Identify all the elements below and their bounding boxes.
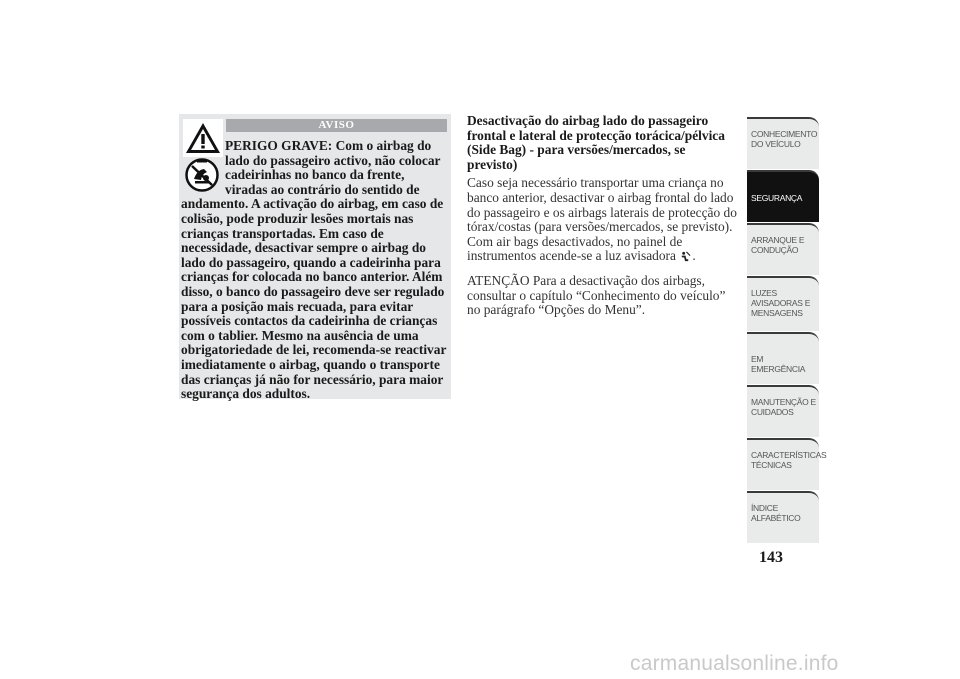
tab-luzes[interactable]: LUZES AVISADORAS E MENSAGENS	[747, 276, 819, 331]
tab-emergencia[interactable]: EM EMERGÊNCIA	[747, 332, 819, 384]
tab-manutencao[interactable]: MANUTENÇÃO E CUIDADOS	[747, 385, 819, 437]
paragraph-attention: ATENÇÃO Para a desactivação dos airbags, consultar o capítulo “Conhecimento do veículo” no parágrafo “Opções do Menu”.	[467, 272, 726, 318]
tab-seguranca[interactable]: SEGURANÇA	[747, 170, 819, 222]
tab-arranque[interactable]: ARRANQUE E CONDUÇÃO	[747, 223, 819, 275]
chapter-tabs	[747, 117, 827, 544]
section-heading: Desactivação do airbag lado do passageiro frontal e lateral de protecção torácica/pélvica (Side Bag) - para versões/mercados, se previsto)	[467, 113, 725, 172]
paragraph-deactivation: Caso seja necessário transportar uma criança no banco anterior, desactivar o airbag frontal do lado do passageiro e os airbags laterais de protecção do tórax/costas (para versões/mercados, se previsto). Com air bags desactivados, no painel de instrumentos acende-se a luz avisadora .	[467, 175, 737, 264]
watermark: carmanualsonline.info	[630, 652, 839, 675]
tab-conhecimento[interactable]: CONHECIMENTO DO VEÍCULO	[747, 117, 819, 169]
page-number: 143	[759, 549, 783, 566]
tab-indice[interactable]: ÍNDICE ALFABÉTICO	[747, 491, 819, 543]
warning-header: AVISO	[226, 119, 447, 132]
main-column	[467, 114, 739, 318]
warning-box	[179, 114, 451, 402]
airbag-off-warning-light-icon	[680, 251, 691, 262]
tab-caracteristicas[interactable]: CARACTERÍSTICAS TÉCNICAS	[747, 438, 819, 490]
warning-text: PERIGO GRAVE: Com o airbag do lado do passageiro activo, não colocar cadeirinhas no banco da frente, viradas ao contrário do sentido de andamento. A activação do airbag, em caso de colisão, pode produzir lesões mortais nas crianças transportadas. Em caso de necessidade, desactivar sempre o airbag do lado do passageiro, quando a cadeirinha para crianças for colocada no banco anterior. Além disso, o banco do passageiro deve ser regulado para a posição mais recuada, para evitar possíveis contactos da cadeirinha de crianças com o tablier. Mesmo na ausência de uma obrigatoriedade de lei, recomenda-se reactivar imediatamente o airbag, quando o transporte das crianças já não for necessário, para maior segurança dos adultos.	[181, 138, 447, 402]
